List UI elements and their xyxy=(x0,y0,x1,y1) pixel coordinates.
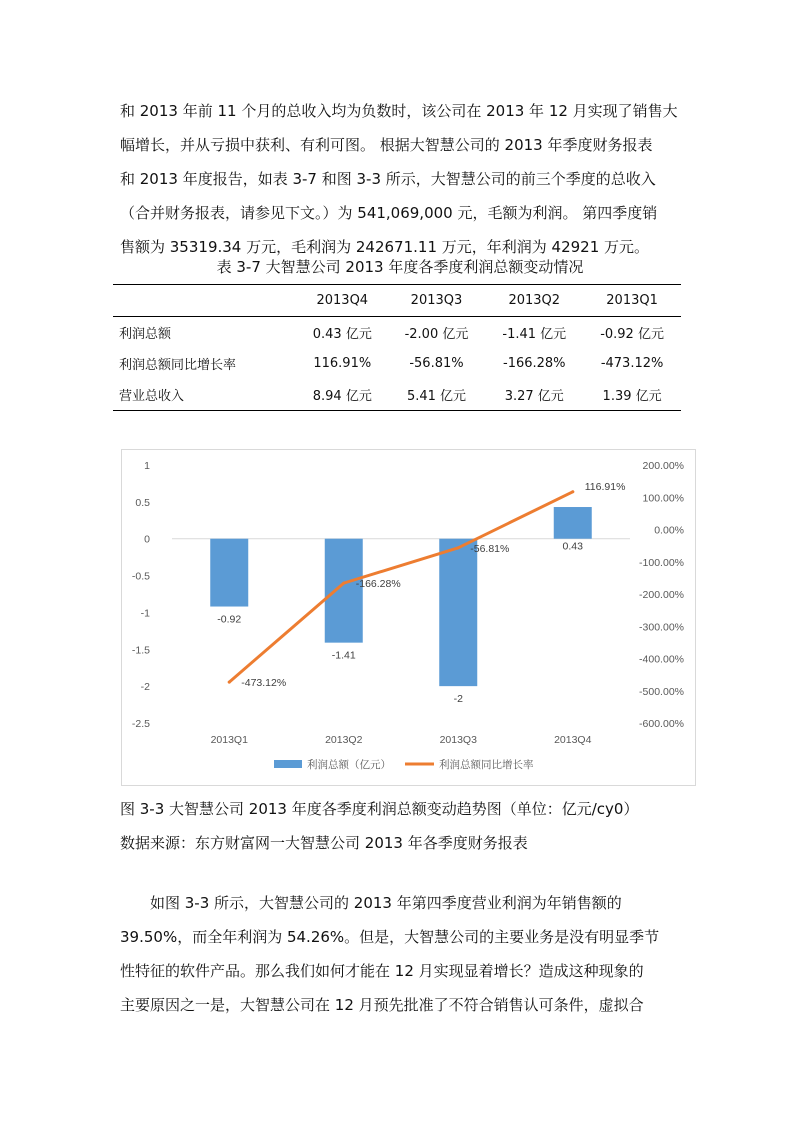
table-header-cell xyxy=(113,285,297,317)
profit-bar xyxy=(439,539,477,686)
right-axis-tick-label: -200.00% xyxy=(639,589,684,601)
left-axis-tick-label: -2 xyxy=(140,681,150,694)
right-axis-tick-label: 100.00% xyxy=(642,492,684,505)
body-paragraph-1 xyxy=(120,94,676,264)
growth-rate-point xyxy=(457,546,460,549)
table-cell: 5.41 亿元 xyxy=(406,389,467,404)
table-row xyxy=(113,348,681,379)
category-label: 2013Q4 xyxy=(554,734,592,746)
right-axis-tick-label: -600.00% xyxy=(639,718,684,730)
paragraph-line: 售额为 35319.34 万元，毛利润为 242671.11 万元，年利润为 42921 万元。 xyxy=(120,238,650,256)
row-label: 利润总额同比增长率 xyxy=(119,358,237,373)
table-cell: -166.28% xyxy=(503,356,566,371)
profit-table xyxy=(113,284,681,411)
paragraph-line: 和 2013 年前 11 个月的总收入均为负数时，该公司在 2013 年 12 月实现了销售大 xyxy=(120,102,678,120)
body-paragraph-2 xyxy=(120,886,676,1022)
growth-rate-line xyxy=(229,492,573,682)
line-data-label: -56.81% xyxy=(470,542,510,555)
table-header-row xyxy=(113,285,681,317)
legend-line-label: 利润总额同比增长率 xyxy=(439,759,534,771)
right-axis-tick-label: 200.00% xyxy=(642,460,684,472)
line-data-label: -473.12% xyxy=(241,677,287,690)
legend-bar-swatch xyxy=(274,760,302,768)
table-cell: 0.43 亿元 xyxy=(312,327,372,342)
line-data-label: 116.91% xyxy=(584,480,626,493)
table-cell: -2.00 亿元 xyxy=(404,327,469,342)
left-axis-tick-label: -0.5 xyxy=(131,570,150,583)
growth-rate-point xyxy=(228,681,231,684)
table-row xyxy=(113,317,681,349)
paragraph-line: 幅增长，并从亏损中获利、有利可图。 根据大智慧公司的 2013 年季度财务报表 xyxy=(120,136,653,154)
table-cell: 116.91% xyxy=(313,356,372,371)
right-axis-tick-label: -500.00% xyxy=(639,685,684,698)
left-axis-tick-label: 0 xyxy=(144,533,150,546)
left-axis-tick-label: 0.5 xyxy=(135,496,150,509)
table-cell: -56.81% xyxy=(409,356,464,371)
paragraph-line: 和 2013 年度报告，如表 3-7 和图 3-3 所示，大智慧公司的前三个季度的总收入 xyxy=(120,170,656,188)
table-cell: 8.94 亿元 xyxy=(312,389,372,404)
source-note: 数据来源：东方财富网一大智慧公司 2013 年各季度财务报表 xyxy=(120,834,528,852)
paragraph-line: （合并财务报表，请参见下文。）为 541,069,000 元，毛额为利润。 第四季度销 xyxy=(120,204,658,222)
left-axis-tick-label: -1.5 xyxy=(131,644,150,657)
paragraph-line: 39.50%，而全年利润为 54.26%。但是，大智慧公司的主要业务是没有明显季节 xyxy=(120,928,660,946)
category-label: 2013Q3 xyxy=(439,734,477,746)
category-label: 2013Q1 xyxy=(210,734,248,746)
table-cell: -1.41 亿元 xyxy=(502,327,567,342)
table-cell: 1.39 亿元 xyxy=(602,389,662,404)
left-axis-tick-label: -2.5 xyxy=(131,718,150,730)
table-header-cell: 2013Q2 xyxy=(508,293,561,308)
category-label: 2013Q2 xyxy=(325,734,363,746)
growth-rate-point xyxy=(571,490,574,493)
table-caption: 表 3-7 大智慧公司 2013 年度各季度利润总额变动情况 xyxy=(216,258,584,276)
left-axis-tick-label: 1 xyxy=(144,460,150,472)
profit-bar xyxy=(325,539,363,643)
figure-caption: 图 3-3 大智慧公司 2013 年度各季度利润总额变动趋势图（单位：亿元/cy0） xyxy=(120,800,639,818)
row-label: 利润总额 xyxy=(119,327,172,342)
table-header-cell: 2013Q4 xyxy=(316,293,369,308)
bar-data-label: -0.92 xyxy=(217,613,242,626)
chart-canvas xyxy=(122,450,697,787)
table-cell: -473.12% xyxy=(600,356,664,371)
right-axis-tick-label: -300.00% xyxy=(639,621,684,634)
line-data-label: -166.28% xyxy=(355,578,401,591)
paragraph-line: 性特征的软件产品。那么我们如何才能在 12 月实现显着增长？造成这种现象的 xyxy=(120,962,644,980)
left-axis-tick-label: -1 xyxy=(140,607,150,620)
table-header-cell: 2013Q1 xyxy=(606,293,658,308)
bar-data-label: -2 xyxy=(453,693,463,706)
table-row xyxy=(113,379,681,411)
growth-rate-point xyxy=(342,582,345,585)
bar-data-label: -1.41 xyxy=(331,649,356,662)
paragraph-line: 如图 3-3 所示，大智慧公司的 2013 年第四季度营业利润为年销售额的 xyxy=(150,894,622,912)
profit-bar xyxy=(210,539,248,607)
table-cell: -0.92 亿元 xyxy=(600,327,664,342)
right-axis-tick-label: -100.00% xyxy=(639,556,684,569)
right-axis-tick-label: -400.00% xyxy=(639,653,684,666)
profit-chart xyxy=(121,449,696,786)
right-axis-tick-label: 0.00% xyxy=(654,524,684,537)
bar-data-label: 0.43 xyxy=(562,540,583,553)
profit-bar xyxy=(554,507,592,539)
table-cell: 3.27 亿元 xyxy=(504,389,564,404)
table-header-cell: 2013Q3 xyxy=(410,293,463,308)
row-label: 营业总收入 xyxy=(119,389,185,404)
paragraph-line: 主要原因之一是，大智慧公司在 12 月预先批准了不符合销售认可条件，虚拟合 xyxy=(120,996,644,1014)
legend-bar-label: 利润总额（亿元） xyxy=(307,759,391,771)
